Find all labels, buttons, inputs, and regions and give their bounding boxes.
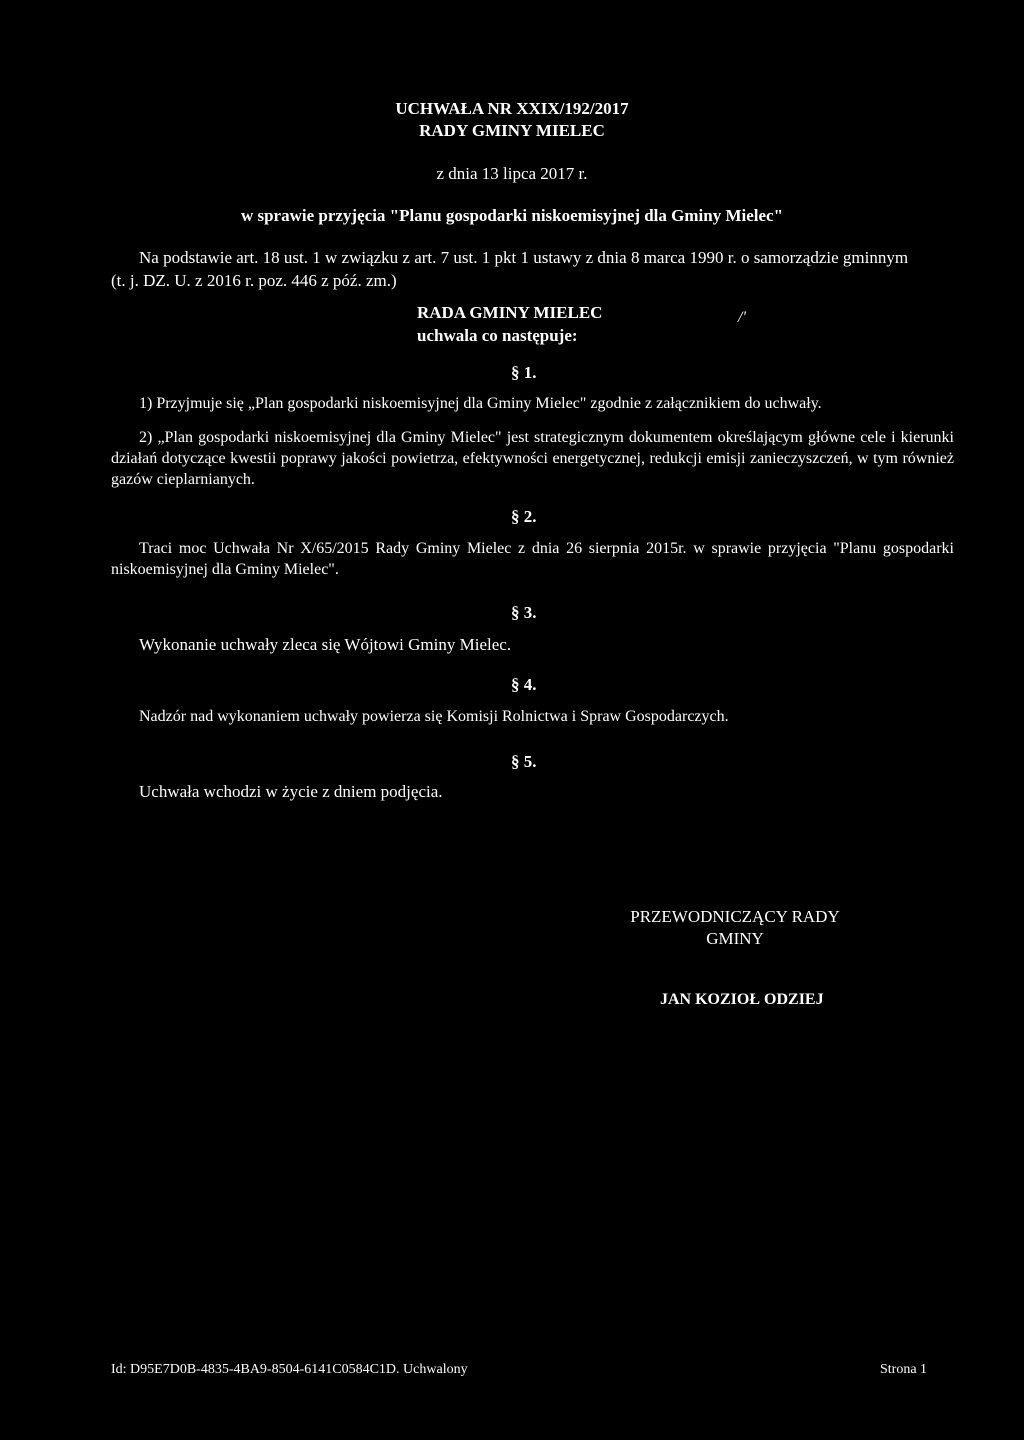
- section-1-heading: § 1.: [511, 363, 537, 382]
- section-1-point-2: [111, 427, 954, 490]
- resolution-date: z dnia 13 lipca 2017 r.: [436, 164, 588, 183]
- signatory-title-line2: GMINY: [706, 929, 764, 948]
- section-2-text-body: Traci moc Uchwała Nr X/65/2015 Rady Gminy Mielec z dnia 26 sierpnia 2015r. w sprawie przyjęcia "Planu gospodarki niskoemisyjnej dla Gminy Mielec".: [111, 540, 954, 578]
- section-3-heading: § 3.: [511, 603, 537, 622]
- page-number: Strona 1: [880, 1362, 928, 1377]
- section-5-text: Uchwała wchodzi w życie z dniem podjęcia.: [139, 782, 443, 801]
- council-decides-subheading: uchwala co następuje:: [417, 326, 578, 345]
- section-1-point-2-text: 2) „Plan gospodarki niskoemisyjnej dla Gminy Mielec" jest strategicznym dokumentem określającym główne cele i kierunki działań dotyczące kwestii poprawy jakości powietrza, efektywności energetycznej, redukcji emisji zanieczyszczeń, w tym również gazów cieplarnianych.: [111, 429, 954, 488]
- signatory-title-line1: PRZEWODNICZĄCY RADY: [630, 907, 840, 926]
- section-4-heading: § 4.: [511, 675, 537, 694]
- legal-basis-line2: (t. j. DZ. U. z 2016 r. poz. 446 z póź. zm.): [111, 271, 397, 290]
- document-id: Id: D95E7D0B-4835-4BA9-8504-6141C0584C1D. Uchwalony: [111, 1362, 468, 1377]
- section-5-heading: § 5.: [511, 752, 537, 771]
- stray-mark: /': [738, 309, 746, 326]
- section-1-point-1: 1) Przyjmuje się „Plan gospodarki niskoemisyjnej dla Gminy Mielec" zgodnie z załącznikiem do uchwały.: [139, 395, 822, 412]
- section-3-text: Wykonanie uchwały zleca się Wójtowi Gminy Mielec.: [139, 635, 512, 654]
- section-4-text: Nadzór nad wykonaniem uchwały powierza się Komisji Rolnictwa i Spraw Gospodarczych.: [139, 708, 729, 725]
- resolution-title: UCHWAŁA NR XXIX/192/2017: [395, 99, 629, 118]
- section-2-heading: § 2.: [511, 507, 537, 526]
- signatory-name: JAN KOZIOŁ ODZIEJ: [660, 991, 824, 1008]
- legal-basis-line1: Na podstawie art. 18 ust. 1 w związku z art. 7 ust. 1 pkt 1 ustawy z dnia 8 marca 1990 r. o samorządzie gminnym: [139, 248, 909, 267]
- resolution-subject: w sprawie przyjęcia "Planu gospodarki niskoemisyjnej dla Gminy Mielec": [240, 206, 784, 225]
- section-2-text: [111, 538, 954, 580]
- council-decides-heading: RADA GMINY MIELEC: [417, 303, 603, 322]
- council-name-heading: RADY GMINY MIELEC: [419, 121, 605, 140]
